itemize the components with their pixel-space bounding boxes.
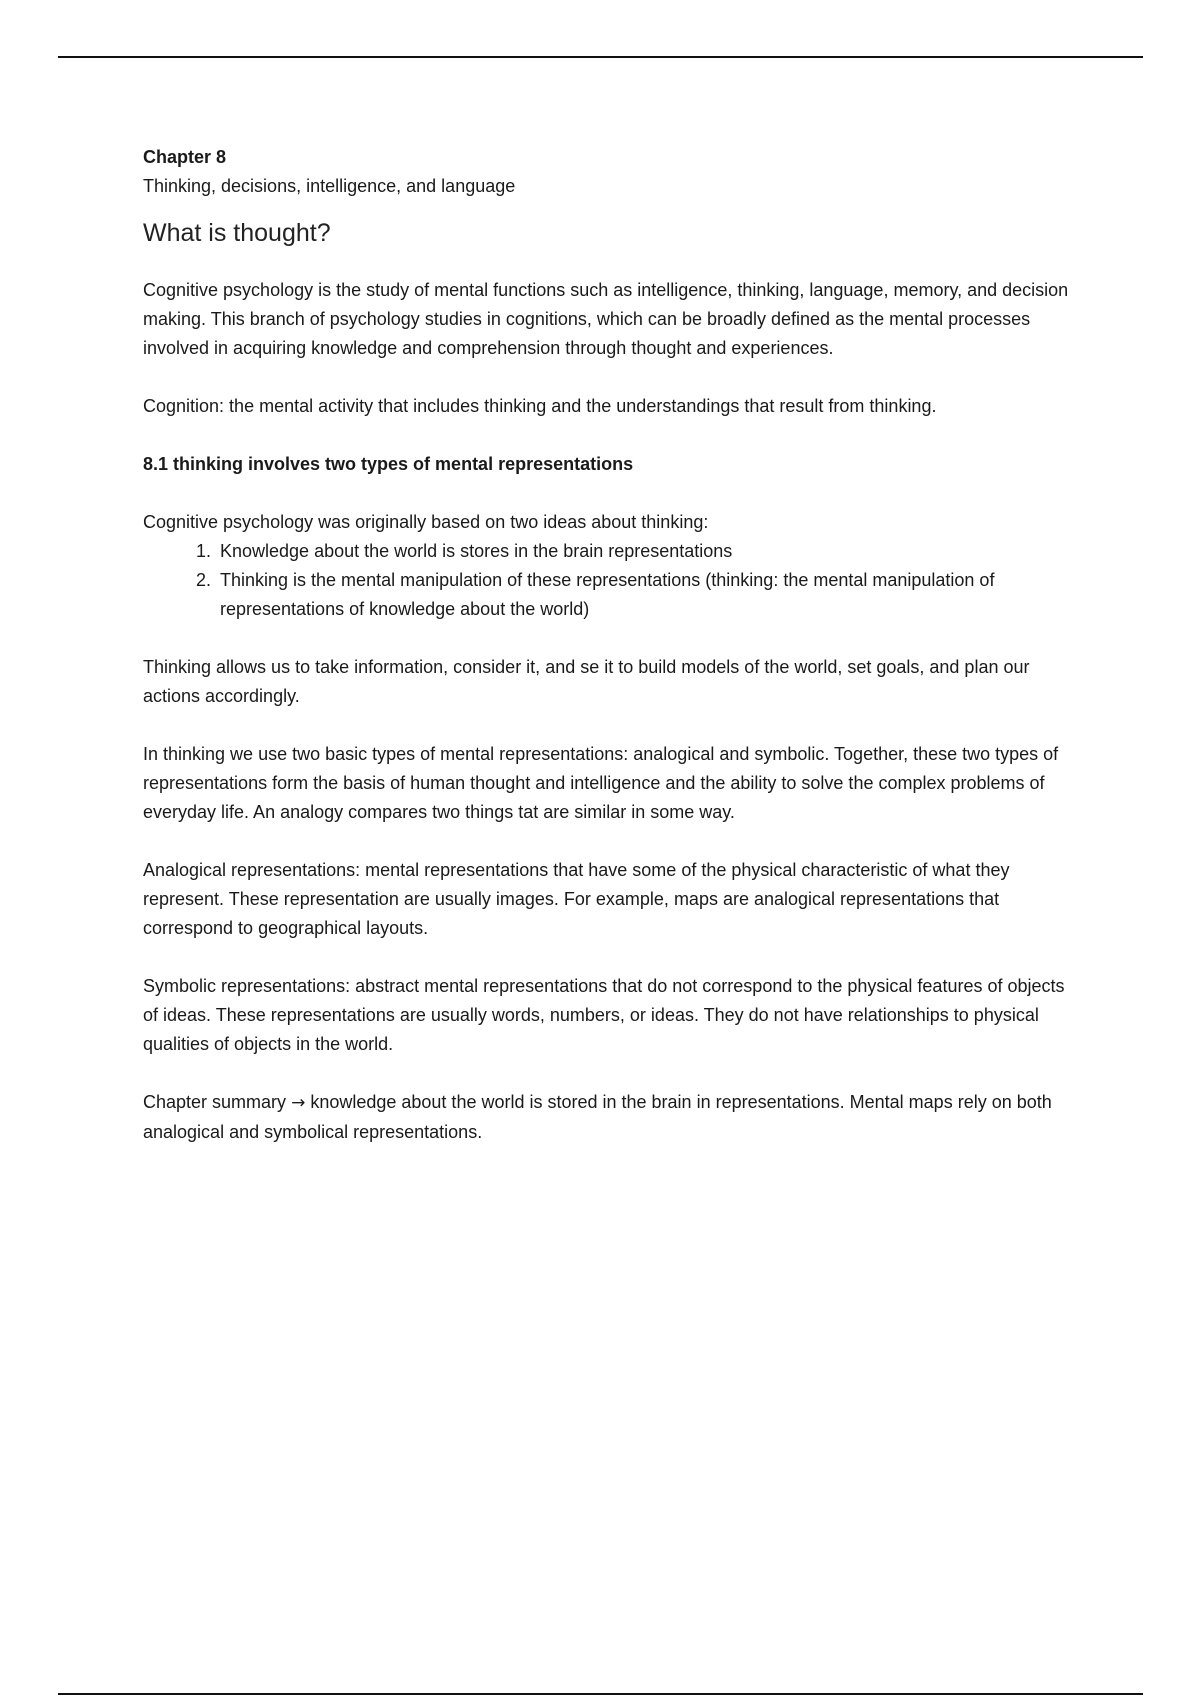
header-rule (58, 56, 1143, 58)
section-heading: What is thought? (143, 219, 331, 247)
summary-text: knowledge about the world is stored in the brain in representations. Mental maps rely on both analogical and symbolical representations. (143, 1092, 1052, 1142)
arrow-right-icon: → (291, 1093, 306, 1113)
chapter-summary (143, 1088, 1073, 1147)
analogical-paragraph: Analogical representations: mental representations that have some of the physical characteristic of what they represent. These representation are usually images. For example, maps are analogical representations that correspond to geographical layouts. (143, 860, 1010, 938)
summary-label: Chapter summary (143, 1092, 287, 1112)
chapter-subtitle: Thinking, decisions, intelligence, and language (143, 176, 516, 196)
list-item: 2. Thinking is the mental manipulation of these representations (thinking: the mental manipulation of representations of knowledge about the world) (216, 566, 1073, 624)
footer-rule (58, 1693, 1143, 1695)
ideas-list-lead: Cognitive psychology was originally based on two ideas about thinking: (143, 512, 709, 532)
list-item: 1. Knowledge about the world is stores in the brain representations (216, 537, 1073, 566)
cognition-definition: Cognition: the mental activity that includes thinking and the understandings that result from thinking. (143, 396, 937, 416)
ideas-list (143, 537, 1073, 624)
representations-paragraph: In thinking we use two basic types of mental representations: analogical and symbolic. Together, these two types of representations form the basis of human thought and intelligence and the ability to solve the complex problems of everyday life. An analogy compares two things tat are similar in some way. (143, 744, 1059, 822)
subsection-heading: 8.1 thinking involves two types of mental representations (143, 454, 634, 474)
chapter-label: Chapter 8 (143, 147, 227, 167)
thinking-paragraph: Thinking allows us to take information, consider it, and se it to build models of the world, set goals, and plan our actions accordingly. (143, 657, 1030, 706)
symbolic-paragraph: Symbolic representations: abstract mental representations that do not correspond to the physical features of objects of ideas. These representations are usually words, numbers, or ideas. They do not have relationships to physical qualities of objects in the world. (143, 976, 1065, 1054)
document-body (143, 143, 1073, 1176)
intro-paragraph: Cognitive psychology is the study of mental functions such as intelligence, thinking, language, memory, and decision making. This branch of psychology studies in cognitions, which can be broadly defined as the mental processes involved in acquiring knowledge and comprehension through thought and experiences. (143, 280, 1069, 358)
